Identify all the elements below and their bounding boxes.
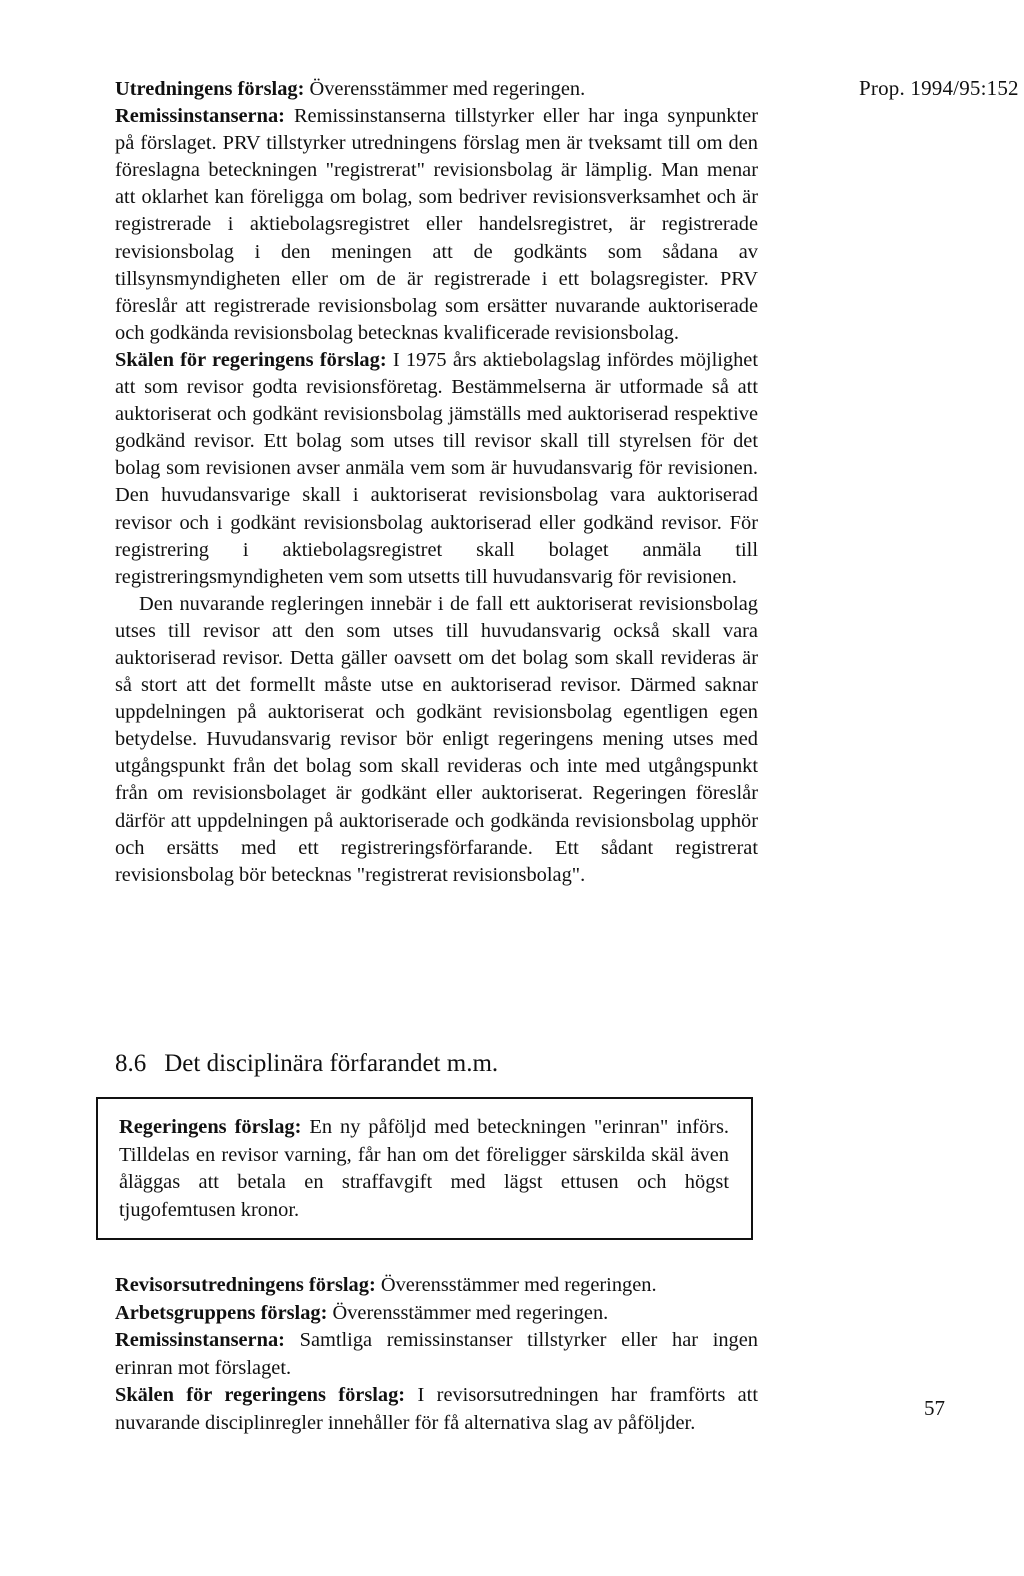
paragraph-remissinstanserna-lower [115,1327,758,1382]
section-title: Det disciplinära förfarandet m.m. [164,1050,499,1077]
paragraph-label: Utredningens förslag: [115,78,305,100]
paragraph-text: Överensstämmer med regeringen. [375,1274,657,1296]
paragraph-arbetsgruppens-forslag [115,1300,758,1328]
paragraph-text: Överensstämmer med regeringen. [304,78,586,100]
proposal-box [96,1097,753,1240]
paragraph-text: Remissinstanserna tillstyrker eller har inga synpunkter på förslaget. PRV tillstyrker utredningens förslag men är tveksamt till om den föreslagna beteckningen "registrerat" revisionsbolag är lämplig. Man menar att oklarhet kan föreligga om bolag, som bedriver revisionsverksamhet och är registrerade i aktiebolagsregistret eller handelsregistret, är registrerade revisionsbolag i den meningen att de godkänts som sådana av tillsynsmyndigheten eller om de är registrerade i ett bolagsregister. PRV föreslår att registrerade revisionsbolag som ersätter nuvarande auktoriserade och godkända revisionsbolag betecknas kvalificerade revisionsbolag. [115,105,758,344]
proposal-body: En ny påföljd med beteckningen "erinran" införs. Tilldelas en revisor varning, får han om det föreligger särskilda skäl även åläggas att betala en straffavgift med lägst ettusen och högst tjugofemtusen kronor. [119,1116,729,1221]
paragraph-revisorsutredningens-forslag [115,1272,758,1300]
paragraph-text: Överensstämmer med regeringen. [327,1301,609,1324]
page-reference: Prop. 1994/95:152 [859,76,1019,100]
paragraph-utredningens-forslag [115,76,758,103]
paragraph-remissinstanserna [115,103,758,347]
paragraph-nuvarande-regleringen: Den nuvarande regleringen innebär i de fall ett auktoriserat revisionsbolag utses till revisor att den som utses till huvudansvarig också skall vara auktoriserad revisor. Detta gäller oavsett om det bolag som skall revideras är så stort att det formellt måste utse en auktoriserad revisor. Därmed saknar uppdelningen på auktoriserat och godkänt revisionsbolag egentligen egen betydelse. Huvudansvarig revisor bör enligt regeringens mening utses med utgångspunkt från det bolag som skall revideras och inte med utgångspunkt från om revisionsbolaget är godkänt eller auktoriserat. Regeringen föreslår därför att uppdelningen på auktoriserade och godkända revisionsbolag upphör och ersätts med ett registreringsförfarande. Ett sådant registrerat revisionsbolag bör betecknas "registrerat revisionsbolag". [115,592,758,886]
paragraph-label: Skälen för regeringens förslag: [115,1384,406,1407]
paragraph-label: Skälen för regeringens förslag: [115,348,387,371]
lower-text-column [115,1272,758,1438]
paragraph-label: Revisorsutredningens förslag: [115,1274,376,1296]
proposal-text [119,1114,729,1224]
section-number: 8.6 [115,1050,147,1077]
section-heading [115,1050,498,1078]
paragraph-skalen [115,347,758,591]
paragraph-text: I 1975 års aktiebolagslag infördes möjlighet att som revisor godta revisionsföretag. Bestämmelserna är utformade så att auktoriserat och godkänt revisionsbolag jämställs med auktoriserad respektive godkänd revisor. Ett bolag som utses till revisor skall till styrelsen för det bolag som revisionen avser anmäla vem som är huvudansvarig för revisionen. Den huvudansvarige skall i auktoriserat revisionsbolag vara auktoriserad revisor och i godkänt revisionsbolag auktoriserad eller godkänd revisor. För registrering i aktiebolagsregistret skall bolaget anmäla till registreringsmyndigheten vem som utsetts till huvudansvarig för revisionen. [115,348,759,588]
paragraph-label: Remissinstanserna: [115,1329,285,1352]
paragraph-text: Samtliga remissinstanser tillstyrker eller har ingen erinran mot förslaget. [115,1329,758,1379]
page-number: 57 [924,1396,945,1420]
proposal-label: Regeringens förslag: [119,1116,302,1138]
paragraph-skalen-lower [115,1382,758,1437]
paragraph-label: Arbetsgruppens förslag: [115,1301,328,1324]
paragraph-text: I revisorsutredningen har framförts att nuvarande disciplinregler innehåller för få alternativa slag av påföljder. [115,1384,759,1434]
paragraph-label: Remissinstanserna: [115,105,285,128]
upper-text-column [115,76,758,889]
